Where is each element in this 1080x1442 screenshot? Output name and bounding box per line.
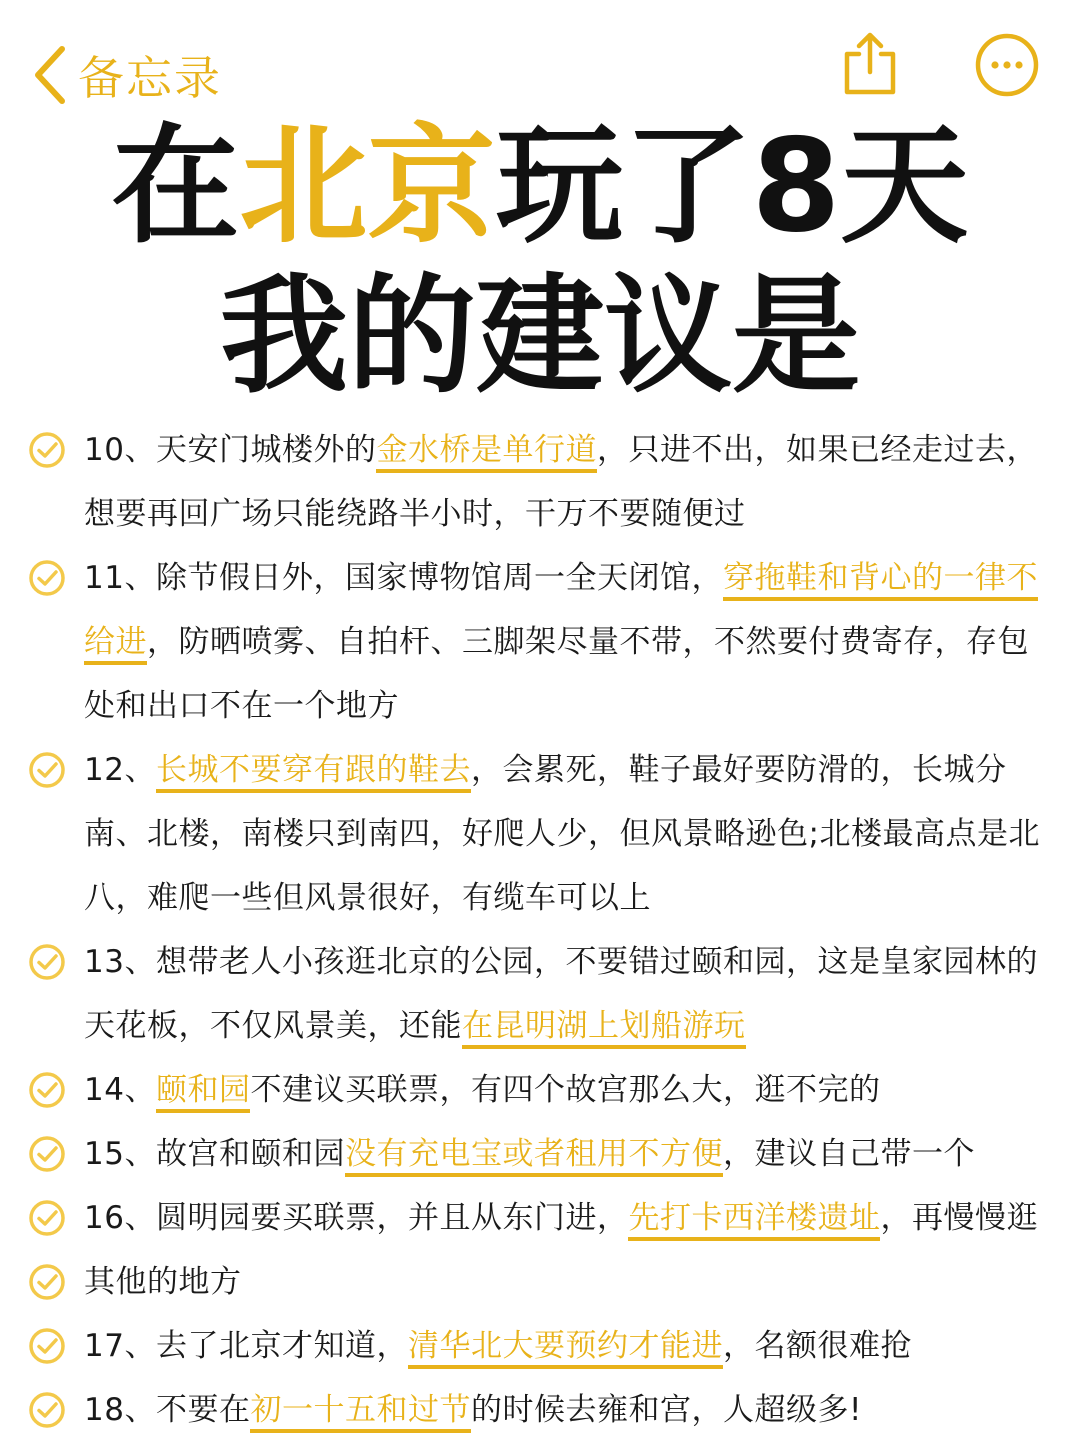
item-text: 15、故宫和颐和园 bbox=[84, 1136, 345, 1172]
check-circle-icon bbox=[28, 1071, 66, 1109]
back-button[interactable] bbox=[30, 42, 222, 108]
item-text: ，防晒喷雾、自拍杆、三脚架尽量不带，不然要付费寄存，存包处和出口不在一个地方 bbox=[84, 624, 1029, 724]
list-item-text bbox=[84, 418, 1056, 546]
list-item-text bbox=[84, 930, 1056, 1058]
item-text: ，只进不出，如果已经走过去，想要再回广场只能绕路半小时，干万不要随便过 bbox=[84, 432, 1038, 532]
item-text: 10、天安门城楼外的 bbox=[84, 432, 377, 468]
item-highlight: 初一十五和过节 bbox=[250, 1392, 471, 1433]
list-item-text bbox=[84, 1058, 1056, 1122]
item-highlight: 颐和园 bbox=[156, 1072, 251, 1113]
list-item bbox=[0, 1314, 1080, 1378]
check-circle-icon bbox=[28, 559, 66, 597]
back-label: 备忘录 bbox=[78, 51, 222, 105]
list-item-text bbox=[84, 1378, 1056, 1442]
item-highlight: 在昆明湖上划船游玩 bbox=[462, 1008, 746, 1049]
item-text: 的时候去雍和宫，人超级多! bbox=[470, 1392, 862, 1428]
share-icon[interactable] bbox=[842, 30, 898, 96]
list-item-text bbox=[84, 1186, 1056, 1314]
item-text: 12、 bbox=[84, 752, 156, 788]
item-text: 16、圆明园要买联票，并且从东门进， bbox=[84, 1200, 629, 1236]
item-text: ，名额很难抢 bbox=[722, 1328, 912, 1364]
list-item-text bbox=[84, 738, 1056, 930]
title-prefix: 在 bbox=[111, 112, 240, 261]
item-highlight: 穿拖鞋和背心的一律不给进 bbox=[84, 560, 1038, 665]
item-text: 14、 bbox=[84, 1072, 156, 1108]
list-item bbox=[0, 738, 1080, 930]
item-text: ，建议自己带一个 bbox=[722, 1136, 975, 1172]
item-highlight: 先打卡西洋楼遗址 bbox=[628, 1200, 880, 1241]
list-item-text bbox=[84, 1314, 1056, 1378]
check-circle-icon bbox=[28, 1327, 66, 1365]
chevron-left-icon bbox=[30, 43, 70, 107]
more-options-icon[interactable] bbox=[974, 32, 1040, 98]
title-suffix: 玩了8天 bbox=[495, 112, 969, 261]
list-item bbox=[0, 546, 1080, 738]
item-highlight: 清华北大要预约才能进 bbox=[408, 1328, 723, 1369]
list-item bbox=[0, 1186, 1080, 1314]
list-item-text bbox=[84, 546, 1056, 738]
check-circle-icon bbox=[28, 431, 66, 469]
item-highlight: 长城不要穿有跟的鞋去 bbox=[156, 752, 471, 793]
navigation-bar bbox=[0, 0, 1080, 120]
list-item bbox=[0, 1122, 1080, 1186]
tips-list bbox=[0, 418, 1080, 1442]
check-circle-icon bbox=[28, 1199, 66, 1237]
list-item bbox=[0, 1378, 1080, 1442]
list-item bbox=[0, 1058, 1080, 1122]
item-highlight: 没有充电宝或者租用不方便 bbox=[345, 1136, 723, 1177]
check-circle-icon bbox=[28, 1135, 66, 1173]
list-item bbox=[0, 418, 1080, 546]
check-circle-icon bbox=[28, 1263, 66, 1301]
check-circle-icon bbox=[28, 943, 66, 981]
item-text: 11、除节假日外，国家博物馆周一全天闭馆， bbox=[84, 560, 723, 596]
list-item-text bbox=[84, 1122, 1056, 1186]
check-circle-icon bbox=[28, 1391, 66, 1429]
page-title-line-1 bbox=[0, 112, 1080, 262]
item-text: ，再慢慢逛其他的地方 bbox=[84, 1200, 1038, 1300]
page-title-line-2: 我的建议是 bbox=[219, 262, 860, 411]
item-text: 不建议买联票，有四个故宫那么大，逛不完的 bbox=[250, 1072, 881, 1108]
item-text: 17、去了北京才知道， bbox=[84, 1328, 408, 1364]
check-circle-icon bbox=[28, 751, 66, 789]
item-text: 13、想带老人小孩逛北京的公园，不要错过颐和园，这是皇家园林的天花板，不仅风景美，还能 bbox=[84, 944, 1038, 1044]
item-highlight: 金水桥是单行道 bbox=[376, 432, 597, 473]
item-text: 18、不要在 bbox=[84, 1392, 251, 1428]
list-item bbox=[0, 930, 1080, 1058]
title-highlight: 北京 bbox=[239, 112, 496, 261]
item-text: ，会累死，鞋子最好要防滑的，长城分南、北楼，南楼只到南四，好爬人少，但风景略逊色;北楼最高点是北八，难爬一些但风景很好，有缆车可以上 bbox=[84, 752, 1040, 916]
